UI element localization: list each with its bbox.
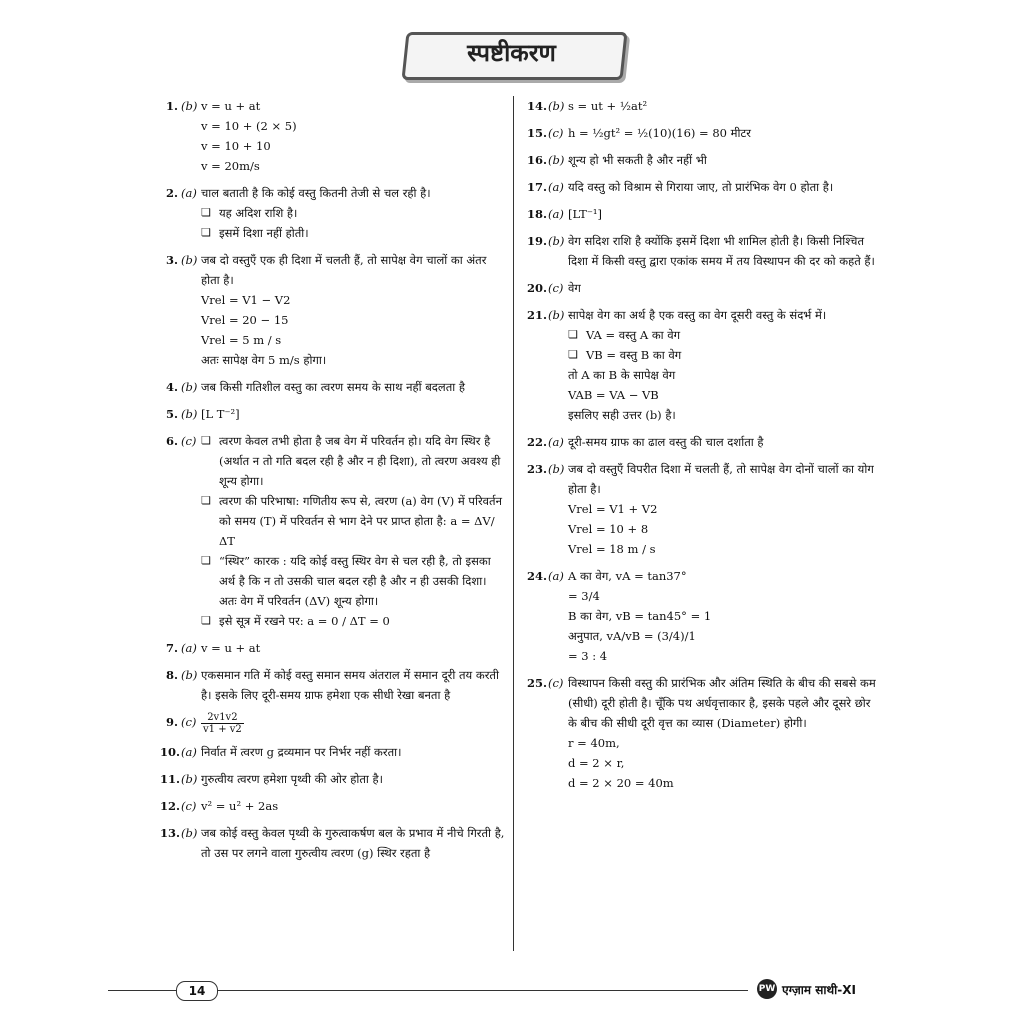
answer-body (160, 183, 505, 243)
answer-body (527, 278, 877, 298)
answer-option: (c) (548, 126, 564, 140)
answer-number: 15. (527, 126, 548, 140)
answer-option: (a) (181, 186, 197, 200)
answer-body (160, 638, 505, 658)
answer-option: (b) (548, 99, 565, 113)
left-column (160, 96, 505, 870)
answer-number: 19. (527, 234, 548, 248)
answer-option: (a) (548, 435, 564, 449)
denominator: v1 + v2 (203, 724, 242, 735)
answer-item (160, 250, 505, 370)
answer-option: (b) (181, 668, 198, 682)
answer-number: 5. (165, 407, 178, 421)
answer-option: (c) (548, 281, 564, 295)
answer-line: जब किसी गतिशील वस्तु का त्वरण समय के साथ नहीं बदलता है (201, 380, 465, 394)
answer-item (527, 231, 877, 271)
answer-option: (c) (181, 715, 197, 729)
answer-line: दूरी-समय ग्राफ का ढाल वस्तु की चाल दर्शाता है (568, 435, 764, 449)
answer-option: (a) (548, 569, 564, 583)
answer-item (527, 177, 877, 197)
answer-option: (a) (181, 745, 197, 759)
answer-number: 6. (165, 434, 178, 448)
answer-item (160, 712, 505, 735)
answer-line: जब कोई वस्तु केवल पृथ्वी के गुरुत्वाकर्षण बल के प्रभाव में नीचे गिरती है, तो उस पर लगने वाला गुरुत्वीय त्वरण (g) स्थिर रहता है (201, 826, 505, 860)
answer-line: [LT⁻¹] (568, 207, 603, 221)
answer-body (160, 404, 505, 424)
answer-item (160, 769, 505, 789)
bullet-point: ❏ यह अदिश राशि है। (201, 203, 505, 223)
answer-option: (b) (548, 234, 565, 248)
answer-line: = 3 : 4 (568, 649, 608, 663)
answer-number: 18. (527, 207, 548, 221)
answer-line: Vrel = 20 − 15 (201, 313, 289, 327)
answer-line: जब दो वस्तुएँ एक ही दिशा में चलती हैं, तो सापेक्ष वेग चालों का अंतर होता है। (201, 253, 487, 287)
answer-body (527, 204, 877, 224)
answer-line: Vrel = V1 − V2 (201, 293, 291, 307)
answer-option: (c) (181, 799, 197, 813)
answer-line: d = 2 × 20 = 40m (568, 776, 674, 790)
answer-body (160, 742, 505, 762)
bullet-point: ❏ VB = वस्तु B का वेग (568, 345, 877, 365)
answer-line: Vrel = 18 m / s (568, 542, 656, 556)
answer-line: तो A का B के सापेक्ष वेग (568, 368, 676, 382)
answer-item (527, 96, 877, 116)
answer-option: (a) (548, 207, 564, 221)
answer-body (527, 459, 877, 559)
answer-number: 20. (527, 281, 548, 295)
answer-number: 24. (527, 569, 548, 583)
answer-line: गुरुत्वीय त्वरण हमेशा पृथ्वी की ओर होता है। (201, 772, 383, 786)
answer-item (160, 183, 505, 243)
answer-item (527, 432, 877, 452)
answer-body (160, 769, 505, 789)
answer-line: अतः सापेक्ष वेग 5 m/s होगा। (201, 353, 327, 367)
answer-line: Vrel = 5 m / s (201, 333, 282, 347)
answer-number: 25. (527, 676, 548, 690)
page-title: स्पष्टीकरण (467, 39, 556, 67)
answer-line: जब दो वस्तुएँ विपरीत दिशा में चलती हैं, तो सापेक्ष वेग दोनों चालों का योग होता है। (568, 462, 874, 496)
answer-line: वेग (568, 281, 581, 295)
answer-option: (c) (181, 434, 197, 448)
answer-item (527, 459, 877, 559)
bullet-point: ❏ त्वरण की परिभाषा: गणितीय रूप से, त्वरण (a) वेग (V) में परिवर्तन को समय (T) में परिवर्तन से भाग देने पर प्राप्त होता है: a = ΔV/ΔT (201, 491, 505, 551)
answer-body (160, 250, 505, 370)
answer-line: अनुपात, vA/vB = (3/4)/1 (568, 629, 696, 643)
answer-body (527, 673, 877, 793)
book-title: एग्ज़ाम साथी-XI (782, 983, 856, 997)
answer-item (160, 796, 505, 816)
answer-body (160, 431, 505, 631)
right-column (527, 96, 877, 800)
answer-line: एकसमान गति में कोई वस्तु समान समय अंतराल में समान दूरी तय करती है। इसके लिए दूरी-समय ग्राफ हमेशा एक सीधी रेखा बनता है (201, 668, 499, 702)
answer-line: विस्थापन किसी वस्तु की प्रारंभिक और अंतिम स्थिति के बीच की सबसे कम (सीधी) दूरी होती है। चूँकि पथ अर्धवृत्ताकार है, इसके पहले और दूसरे छोर के बीच की सीधी दूरी वृत्त का व्यास (Diameter) होगी। (568, 676, 876, 730)
answer-body (160, 796, 505, 816)
fraction (201, 712, 244, 735)
answer-item (160, 377, 505, 397)
answer-line: d = 2 × r, (568, 756, 625, 770)
answer-item (160, 96, 505, 176)
answer-body (527, 123, 877, 143)
answer-option: (b) (181, 99, 198, 113)
answer-item (527, 673, 877, 793)
answer-line: v = 10 + 10 (201, 139, 271, 153)
answer-item (160, 638, 505, 658)
answer-line: v = 20m/s (201, 159, 260, 173)
answer-line: Vrel = V1 + V2 (568, 502, 658, 516)
answer-line: v = u + at (201, 641, 261, 655)
answer-number: 8. (165, 668, 178, 682)
answer-number: 16. (527, 153, 548, 167)
column-divider (513, 96, 514, 951)
answer-number: 11. (160, 772, 181, 786)
answer-body (527, 566, 877, 666)
answer-option: (b) (181, 772, 198, 786)
answer-number: 10. (160, 745, 181, 759)
answer-number: 13. (160, 826, 181, 840)
answer-option: (b) (548, 308, 565, 322)
page-number: 14 (176, 981, 218, 1001)
answer-number: 2. (165, 186, 178, 200)
answer-body (527, 96, 877, 116)
answer-option: (b) (181, 826, 198, 840)
answer-number: 12. (160, 799, 181, 813)
bullet-point: ❏ इसमें दिशा नहीं होती। (201, 223, 505, 243)
answer-item (160, 823, 505, 863)
answer-item (527, 123, 877, 143)
answer-line: r = 40m, (568, 736, 620, 750)
answer-line: [L T⁻²] (201, 407, 240, 421)
bullet-point: ❏ इसे सूत्र में रखने पर: a = 0 / ΔT = 0 (201, 611, 505, 631)
answer-number: 22. (527, 435, 548, 449)
answer-option: (b) (548, 462, 565, 476)
answer-line: = 3/4 (568, 589, 600, 603)
answer-line: Vrel = 10 + 8 (568, 522, 649, 536)
answer-line: इसलिए सही उत्तर (b) है। (568, 408, 676, 422)
answer-line: v² = u² + 2as (201, 799, 279, 813)
bullet-point: ❏ “स्थिर” कारक : यदि कोई वस्तु स्थिर वेग से चल रही है, तो इसका अर्थ है कि न तो उसकी चाल बदल रही है और न ही उसकी दिशा। अतः वेग में परिवर्तन (ΔV) शून्य होगा। (201, 551, 505, 611)
answer-body (527, 177, 877, 197)
publisher-logo: PW (757, 979, 777, 999)
bullet-point: ❏ त्वरण केवल तभी होता है जब वेग में परिवर्तन हो। यदि वेग स्थिर है (अर्थात न तो गति बदल रही है और न ही दिशा), तो त्वरण अवश्य ही शून्य होगा। (201, 431, 505, 491)
answer-item (160, 404, 505, 424)
answer-body (527, 305, 877, 425)
answer-option: (b) (181, 380, 198, 394)
answer-line: h = ½gt² = ½(10)(16) = 80 मीटर (568, 126, 751, 140)
bullet-point: ❏ VA = वस्तु A का वेग (568, 325, 877, 345)
answer-option: (a) (548, 180, 564, 194)
answer-line: निर्वात में त्वरण g द्रव्यमान पर निर्भर नहीं करता। (201, 745, 402, 759)
answer-item (160, 742, 505, 762)
answer-body (160, 665, 505, 705)
answer-option: (b) (181, 253, 198, 267)
answer-number: 21. (527, 308, 548, 322)
answer-item (527, 566, 877, 666)
answer-line: A का वेग, vA = tan37° (568, 569, 687, 583)
answer-body (160, 96, 505, 176)
answer-number: 17. (527, 180, 548, 194)
answer-body (160, 377, 505, 397)
answer-body (160, 712, 505, 735)
answer-number: 3. (165, 253, 178, 267)
answer-number: 23. (527, 462, 548, 476)
answer-option: (a) (181, 641, 197, 655)
answer-number: 14. (527, 99, 548, 113)
answer-item (527, 278, 877, 298)
answer-line: s = ut + ½at² (568, 99, 648, 113)
answer-body (527, 150, 877, 170)
answer-option: (c) (548, 676, 564, 690)
answer-line: शून्य हो भी सकती है और नहीं भी (568, 153, 707, 167)
answer-number: 1. (165, 99, 178, 113)
answer-option: (b) (548, 153, 565, 167)
answer-number: 9. (165, 715, 178, 729)
answer-body (527, 231, 877, 271)
answer-line: सापेक्ष वेग का अर्थ है एक वस्तु का वेग दूसरी वस्तु के संदर्भ में। (568, 308, 827, 322)
answer-line: v = u + at (201, 99, 261, 113)
answer-body (527, 432, 877, 452)
answer-line: VAB = VA − VB (568, 388, 659, 402)
answer-item (527, 305, 877, 425)
answer-item (527, 204, 877, 224)
answer-number: 4. (165, 380, 178, 394)
answer-line: B का वेग, vB = tan45° = 1 (568, 609, 712, 623)
answer-line: v = 10 + (2 × 5) (201, 119, 297, 133)
answer-option: (b) (181, 407, 198, 421)
answer-item (160, 431, 505, 631)
answer-body (160, 823, 505, 863)
answer-number: 7. (165, 641, 178, 655)
numerator: 2v1v2 (201, 712, 244, 724)
answer-item (160, 665, 505, 705)
answer-line: चाल बताती है कि कोई वस्तु कितनी तेजी से चल रही है। (201, 186, 431, 200)
answer-line: यदि वस्तु को विश्राम से गिराया जाए, तो प्रारंभिक वेग 0 होता है। (568, 180, 834, 194)
answer-item (527, 150, 877, 170)
answer-line: वेग सदिश राशि है क्योंकि इसमें दिशा भी शामिल होती है। किसी निश्चित दिशा में किसी वस्तु द्वारा एकांक समय में तय विस्थापन की दर को कहते हैं। (568, 234, 875, 268)
